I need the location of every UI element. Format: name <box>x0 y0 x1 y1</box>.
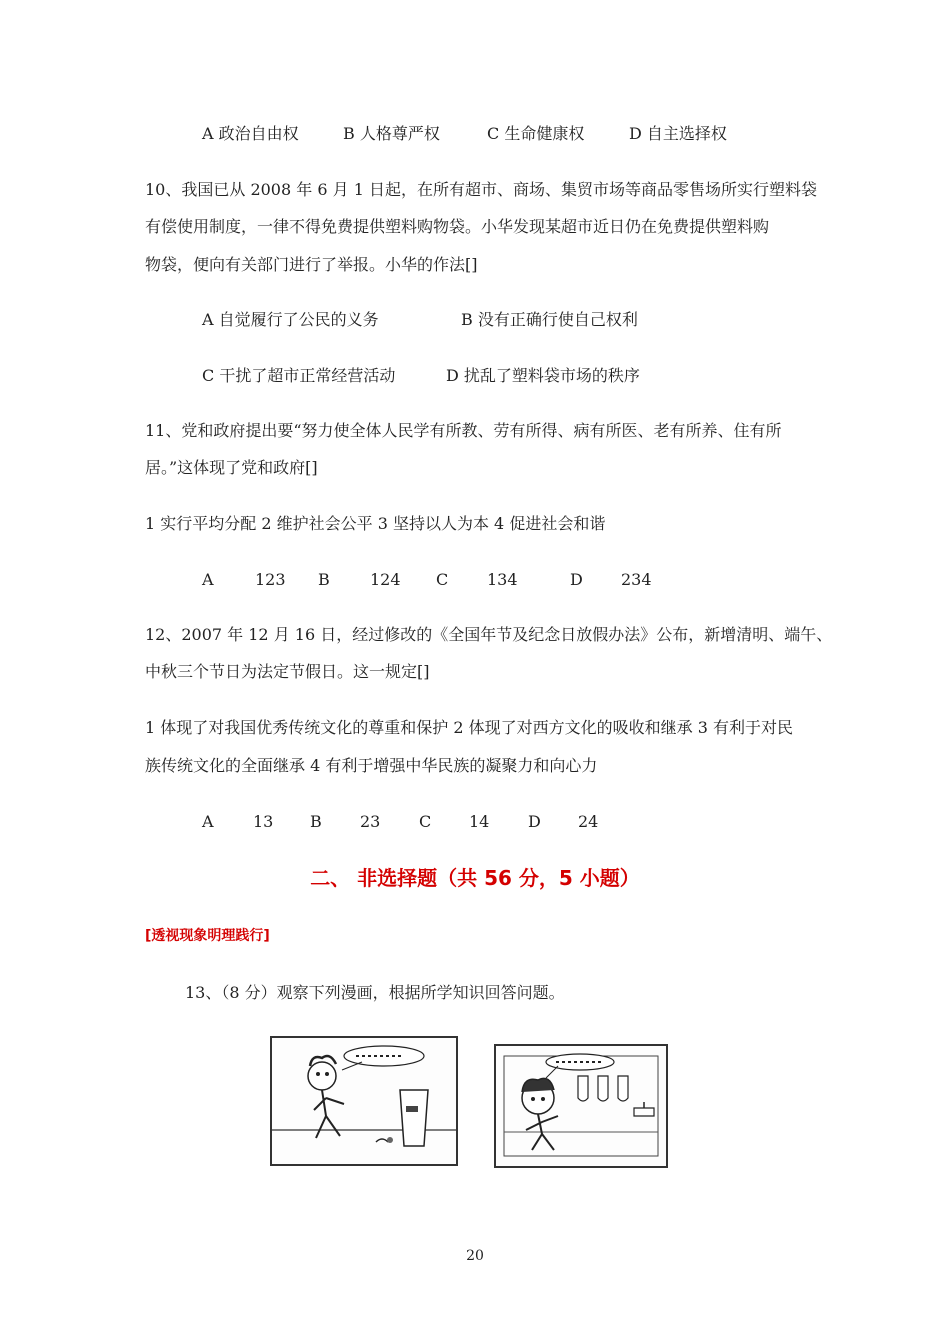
q10-option-c: C 干扰了超市正常经营活动 <box>202 366 396 385</box>
q10-line-3: 物袋，便向有关部门进行了举报。小华的作法[] <box>145 255 478 274</box>
q12-line-1: 12、2007 年 12 月 16 日，经过修改的《全国年节及纪念日放假办法》公布，新增清明、端午、 <box>145 625 833 644</box>
q12-option-d-value: 24 <box>578 812 599 831</box>
page-number: 20 <box>466 1248 484 1264</box>
q12-option-c-value: 14 <box>469 812 490 831</box>
comic-drawing-2 <box>496 1046 666 1166</box>
q12-option-a-value: 13 <box>253 812 274 831</box>
comic-panel-2 <box>494 1044 668 1168</box>
q10-option-a: A 自觉履行了公民的义务 <box>202 310 379 329</box>
q12-option-a-letter: A <box>202 812 214 831</box>
q11-statements: 1 实行平均分配 2 维护社会公平 3 坚持以人为本 4 促进社会和谐 <box>145 514 606 533</box>
q11-option-d-value: 234 <box>621 570 652 589</box>
q13-text: 13、（8 分）观察下列漫画，根据所学知识回答问题。 <box>185 983 565 1002</box>
q10-option-d: D 扰乱了塑料袋市场的秩序 <box>446 366 640 385</box>
q11-option-c-value: 134 <box>487 570 518 589</box>
q12-line-2: 中秋三个节日为法定节假日。这一规定[] <box>145 662 430 681</box>
q11-option-b-letter: B <box>318 570 330 589</box>
q12-option-b-value: 23 <box>360 812 381 831</box>
q12-option-b-letter: B <box>310 812 322 831</box>
q10-option-b: B 没有正确行使自己权利 <box>461 310 638 329</box>
q12-option-c-letter: C <box>419 812 432 831</box>
q9-option-c: C 生命健康权 <box>487 124 585 143</box>
q11-line-2: 居。”这体现了党和政府[] <box>145 458 318 477</box>
q12-statements-1: 1 体现了对我国优秀传统文化的尊重和保护 2 体现了对西方文化的吸收和继承 3 有利于对民 <box>145 718 793 737</box>
q11-option-d-letter: D <box>570 570 583 589</box>
q9-option-b: B 人格尊严权 <box>343 124 440 143</box>
q10-line-2: 有偿使用制度，一律不得免费提供塑料购物袋。小华发现某超市近日仍在免费提供塑料购 <box>145 217 770 236</box>
q12-statements-2: 族传统文化的全面继承 4 有利于增强中华民族的凝聚力和向心力 <box>145 756 598 775</box>
q11-option-c-letter: C <box>436 570 449 589</box>
q9-option-a: A 政治自由权 <box>202 124 299 143</box>
section-2-title: 二、 非选择题（共 56 分，5 小题） <box>310 866 640 890</box>
q11-option-b-value: 124 <box>370 570 401 589</box>
q11-option-a-value: 123 <box>255 570 286 589</box>
q11-line-1: 11、党和政府提出要“努力使全体人民学有所教、劳有所得、病有所医、老有所养、住有所 <box>145 421 782 440</box>
section-subtag: [透视现象明理践行] <box>145 928 270 944</box>
q9-option-d: D 自主选择权 <box>629 124 727 143</box>
q11-option-a-letter: A <box>202 570 214 589</box>
q12-option-d-letter: D <box>528 812 541 831</box>
q10-line-1: 10、我国已从 2008 年 6 月 1 日起，在所有超市、商场、集贸市场等商品零售场所实行塑料袋 <box>145 180 817 199</box>
comic-panel-1 <box>270 1036 458 1166</box>
comic-drawing-1 <box>272 1038 456 1164</box>
